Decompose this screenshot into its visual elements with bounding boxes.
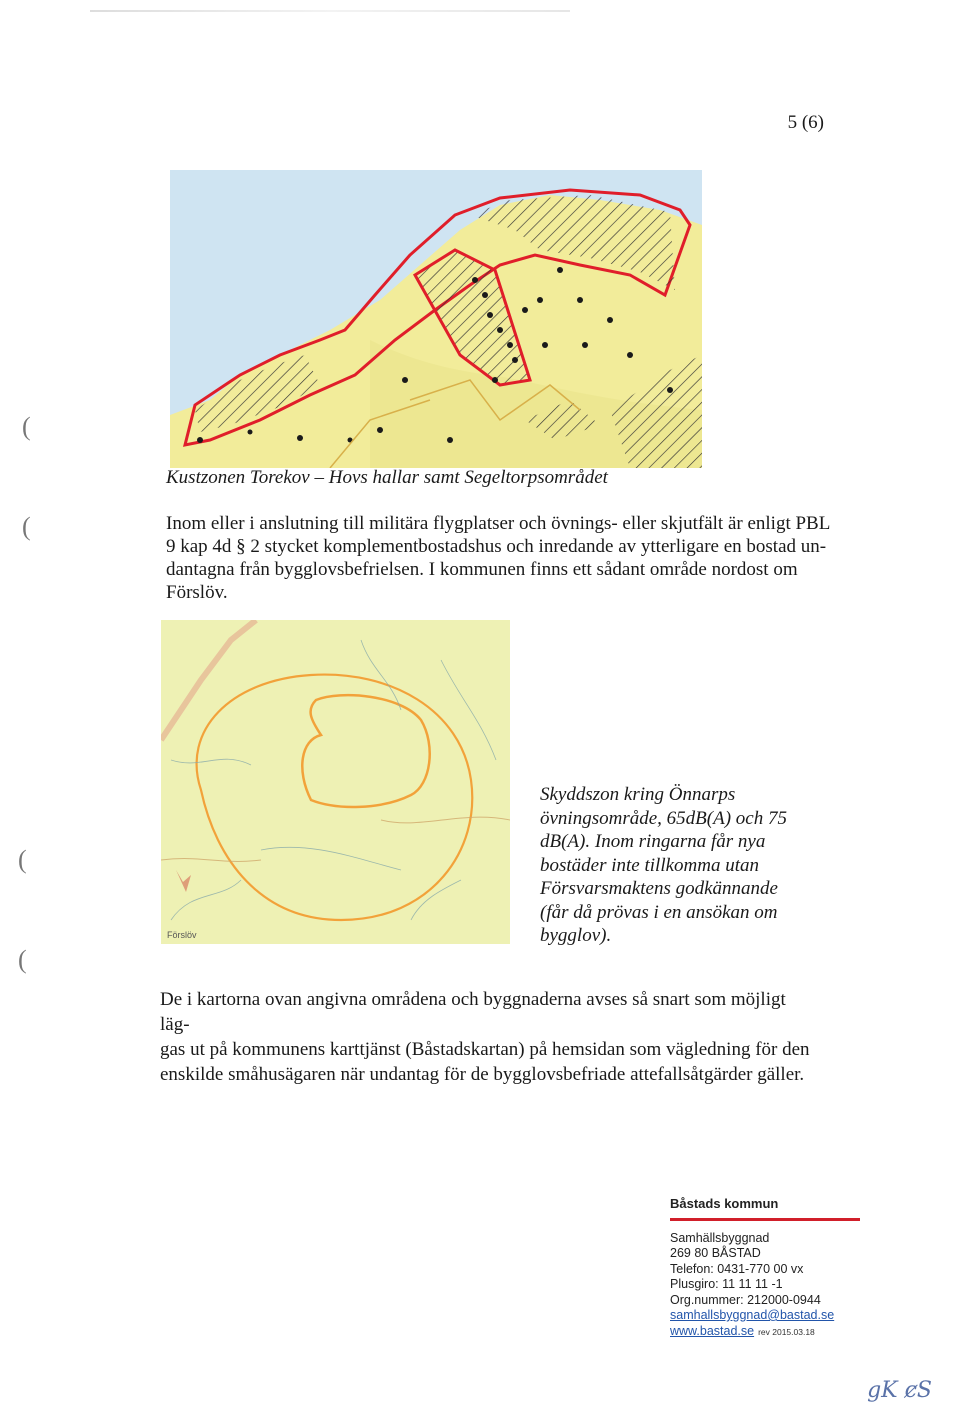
scan-smudge	[90, 10, 570, 12]
caption-line: dB(A). Inom ringarna får nya	[540, 831, 766, 852]
margin-mark: (	[18, 945, 27, 974]
paragraph-map-service	[160, 987, 820, 1087]
margin-mark: (	[18, 845, 27, 874]
caption-line: bostäder inte tillkomma utan	[540, 854, 760, 876]
paragraph-line: gas ut på kommunens karttjänst (Båstadskartan) på hemsidan som vägledning för den	[160, 1039, 810, 1060]
footer-revision: rev 2015.03.18	[758, 1326, 815, 1337]
paragraph-military-zones	[166, 512, 846, 604]
footer-divider	[670, 1218, 860, 1221]
margin-mark: (	[22, 412, 31, 441]
footer-web-link[interactable]: www.bastad.se	[670, 1323, 755, 1338]
map2-caption	[540, 783, 790, 948]
footer-plusgiro: Plusgiro: 11 11 11 -1	[670, 1277, 783, 1291]
caption-line: Försvarsmaktens godkännande	[540, 878, 778, 899]
footer-address: 269 80 BÅSTAD	[670, 1246, 761, 1260]
margin-mark: (	[22, 512, 31, 541]
paragraph-line: De i kartorna ovan angivna områdena och byggnaderna avses så snart som möjligt läg-	[160, 989, 786, 1035]
footer-contact	[670, 1196, 860, 1340]
map1-caption: Kustzonen Torekov – Hovs hallar samt Segeltorpsområdet	[166, 467, 608, 488]
coastal-zone-map	[170, 170, 702, 468]
paragraph-line: Inom eller i anslutning till militära flygplatser och övnings- eller skjutfält är enligt PBL	[166, 513, 831, 534]
footer-email-link[interactable]: samhallsbyggnad@bastad.se	[670, 1308, 835, 1322]
paragraph-line: Förslöv.	[166, 582, 228, 603]
page-number: 5 (6)	[787, 112, 824, 133]
caption-line: bygglov).	[540, 925, 612, 946]
map-place-label: Förslöv	[167, 930, 197, 940]
paragraph-line: dantagna från bygglovsbefrielsen. I kommunen finns ett sådant område nordost om	[166, 559, 798, 580]
caption-line: övningsområde, 65dB(A) och 75	[540, 807, 787, 829]
footer-org: Båstads kommun	[670, 1196, 779, 1211]
paragraph-line: 9 kap 4d § 2 stycket komplementbostadshus och inredande av ytterligare en bostad un-	[166, 536, 827, 557]
handwritten-initials: gK ȼS	[867, 1378, 932, 1403]
footer-dept: Samhällsbyggnad	[670, 1230, 770, 1245]
protection-zone-map	[161, 620, 510, 944]
caption-line: Skyddszon kring Önnarps	[540, 784, 736, 805]
paragraph-line: enskilde småhusägaren när undantag för de bygglovsbefriade attefallsåtgärder gäller.	[160, 1064, 805, 1085]
caption-line: (får då prövas i en ansökan om	[540, 901, 778, 923]
footer-orgnr: Org.nummer: 212000-0944	[670, 1292, 821, 1307]
footer-phone: Telefon: 0431-770 00 vx	[670, 1261, 804, 1276]
